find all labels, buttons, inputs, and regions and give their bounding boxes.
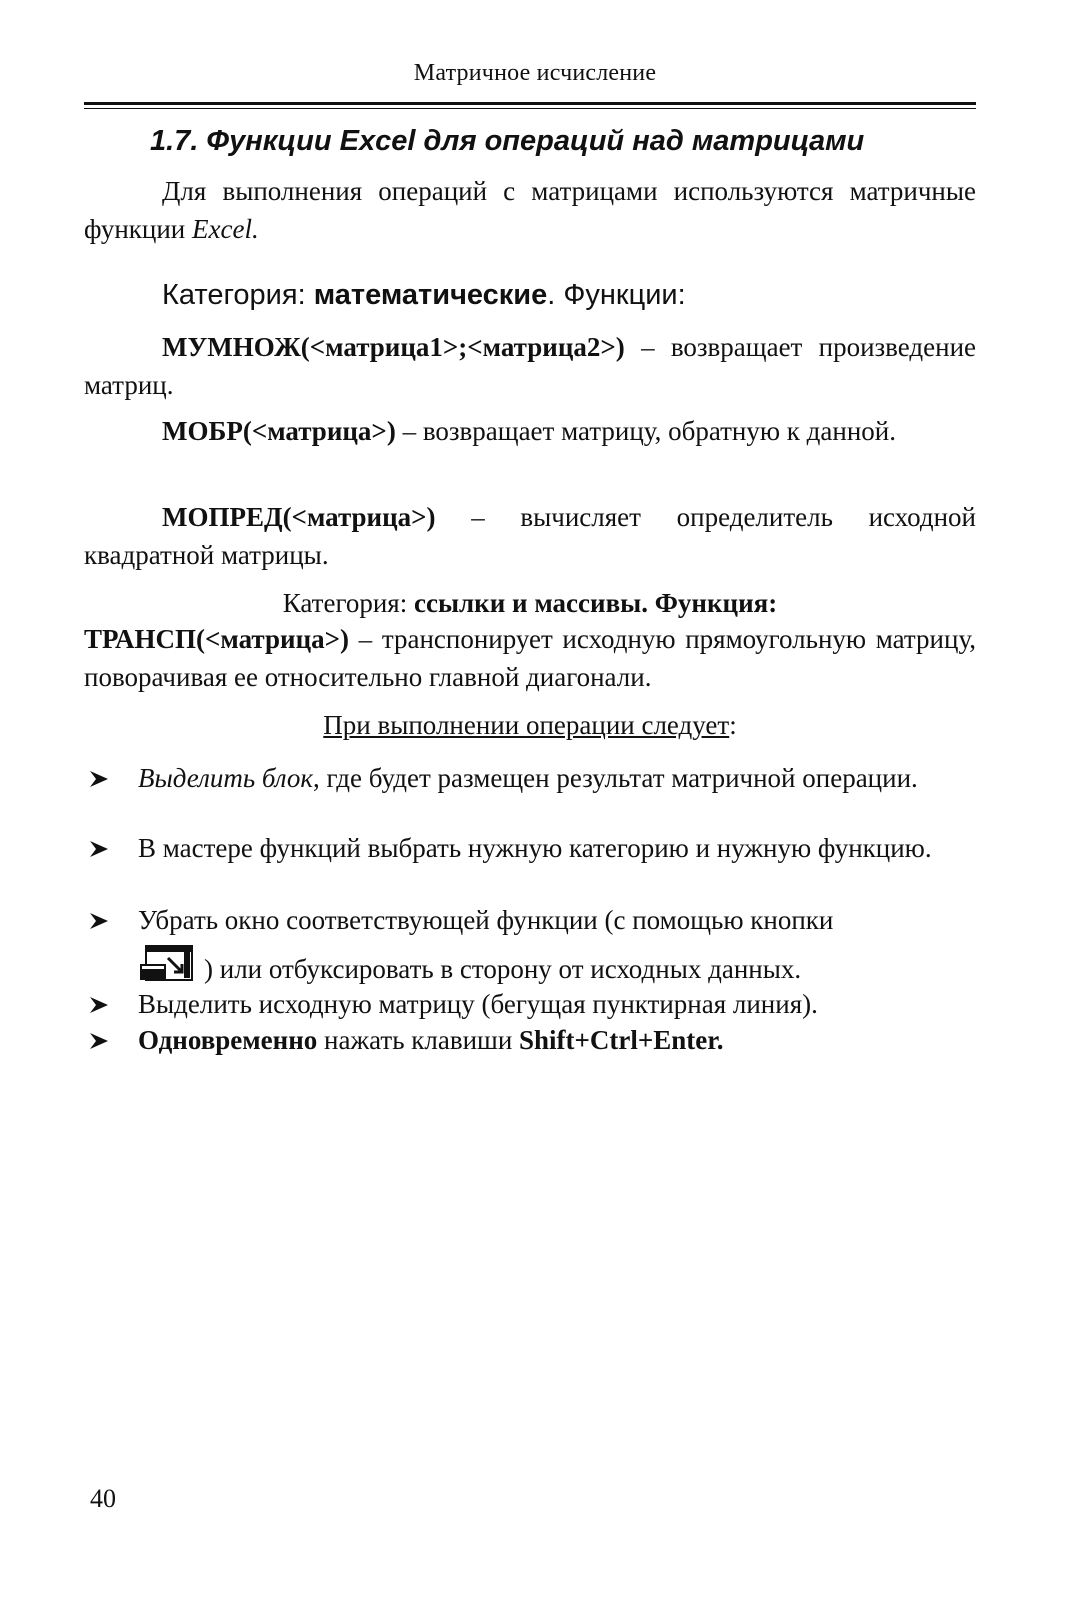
category-links-name: ссылки и массивы. Функция:	[413, 588, 778, 618]
list-item	[84, 760, 976, 796]
category-math-rest: . Функции:	[547, 279, 686, 311]
step-keys: Shift+Ctrl+Enter.	[519, 1025, 724, 1055]
collapse-dialog-icon	[138, 942, 198, 984]
steps-heading	[84, 706, 976, 744]
header-rule-thick	[84, 102, 976, 105]
list-item	[84, 898, 976, 991]
function-name: МОБР(<матрица>)	[162, 416, 396, 446]
step-text: Выделить исходную матрицу (бегущая пунктирная линия).	[138, 989, 818, 1019]
function-name: МОПРЕД(<матрица>)	[162, 502, 436, 532]
category-math-name: математические	[313, 279, 548, 311]
step-italic: Выделить блок	[138, 763, 314, 793]
list-item	[84, 986, 976, 1022]
header-rule-thin	[84, 108, 976, 109]
intro-text: Для выполнения операций с матрицами используются матричные функции	[84, 176, 976, 244]
step-text: , где будет размещен результат матричной операции.	[313, 763, 918, 793]
steps-heading-colon: :	[729, 710, 737, 740]
function-desc: – возвращает произведение матриц.	[84, 332, 976, 400]
function-desc: – транспонирует исходную прямоугольную матрицу, поворачивая ее относительно главной диагонали.	[84, 624, 976, 692]
section-title: 1.7. Функции Excel для операций над матрицами	[150, 125, 865, 157]
intro-paragraph	[84, 172, 976, 248]
category-math	[162, 276, 982, 314]
running-header: Матричное исчисление	[413, 60, 657, 86]
category-math-label: Категория:	[162, 279, 314, 311]
category-links	[84, 584, 976, 622]
function-desc: – возвращает матрицу, обратную к данной.	[395, 416, 896, 446]
steps-heading-text: При выполнении операции следует	[323, 710, 730, 740]
function-name: МУМНОЖ(<матрица1>;<матрица2>)	[162, 332, 625, 362]
function-mopred	[84, 498, 976, 574]
step-text: ) или отбуксировать в сторону от исходных данных.	[204, 954, 802, 984]
intro-excel: Excel.	[192, 214, 259, 244]
step-text: Убрать окно соответствующей функции (с помощью кнопки	[138, 905, 834, 935]
function-name: ТРАНСП(<матрица>)	[84, 624, 350, 654]
category-links-label: Категория:	[282, 588, 414, 618]
step-bold: Одновременно	[138, 1025, 318, 1055]
list-item	[84, 830, 976, 866]
function-desc: – вычисляет определитель исходной квадратной матрицы.	[84, 502, 976, 570]
step-text: нажать клавиши	[317, 1025, 520, 1055]
function-mumnozh	[84, 328, 976, 404]
list-item	[84, 1022, 976, 1058]
function-mobr	[84, 412, 976, 450]
page-number: 40	[90, 1484, 116, 1513]
step-text: В мастере функций выбрать нужную категорию и нужную функцию.	[138, 833, 932, 863]
function-transp	[84, 620, 976, 696]
